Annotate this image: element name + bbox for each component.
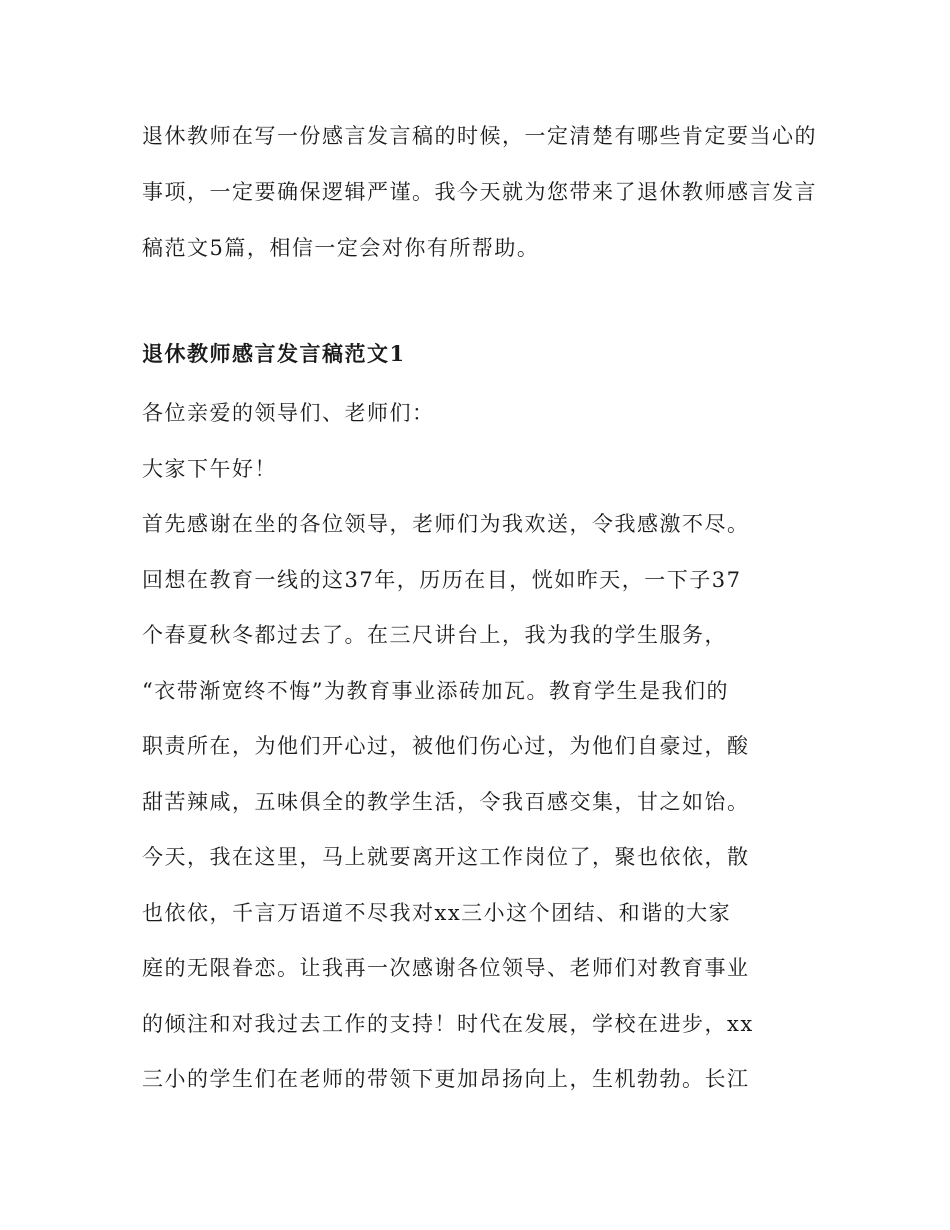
salutation-line: 大家下午好！ (142, 456, 277, 481)
body-line: 个春夏秋冬都过去了。在三尺讲台上，我为我的学生服务， (142, 623, 727, 647)
body-line: 三小的学生们在老师的带领下更加昂扬向上，生机勃勃。长江 (142, 1067, 750, 1091)
speech-body (142, 386, 822, 1108)
body-line: “衣带渐宽终不悔”为教育事业添砖加瓦。教育学生是我们的 (142, 678, 729, 703)
section-title: 退休教师感言发言稿范文1 (142, 341, 406, 366)
body-line: 首先感谢在坐的各位领导，老师们为我欢送，令我感激不尽。 (142, 512, 750, 536)
body-line: 甜苦辣咸，五味俱全的教学生活，令我百感交集，甘之如饴。 (142, 789, 750, 814)
body-line: 的倾注和对我过去工作的支持！时代在发展，学校在进步，xx (142, 1011, 754, 1036)
body-line: 回想在教育一线的这37年，历历在目，恍如昨天，一下子37 (142, 567, 742, 592)
body-line: 庭的无限眷恋。让我再一次感谢各位领导、老师们对教育事业 (142, 956, 750, 980)
intro-paragraph: 退休教师在写一份感言发言稿的时候，一定清楚有哪些肯定要当心的事项，一定要确保逻辑严谨。我今天就为您带来了退休教师感言发言稿范文5篇，相信一定会对你有所帮助。 (142, 124, 817, 260)
greeting-line: 各位亲爱的领导们、老师们： (142, 401, 435, 425)
body-line: 今天，我在这里，马上就要离开这工作岗位了，聚也依依，散 (142, 845, 750, 869)
body-line: 也依依，千言万语道不尽我对xx三小这个团结、和谐的大家 (142, 900, 732, 925)
body-line: 职责所在，为他们开心过，被他们伤心过，为他们自豪过，酸 (142, 734, 750, 758)
